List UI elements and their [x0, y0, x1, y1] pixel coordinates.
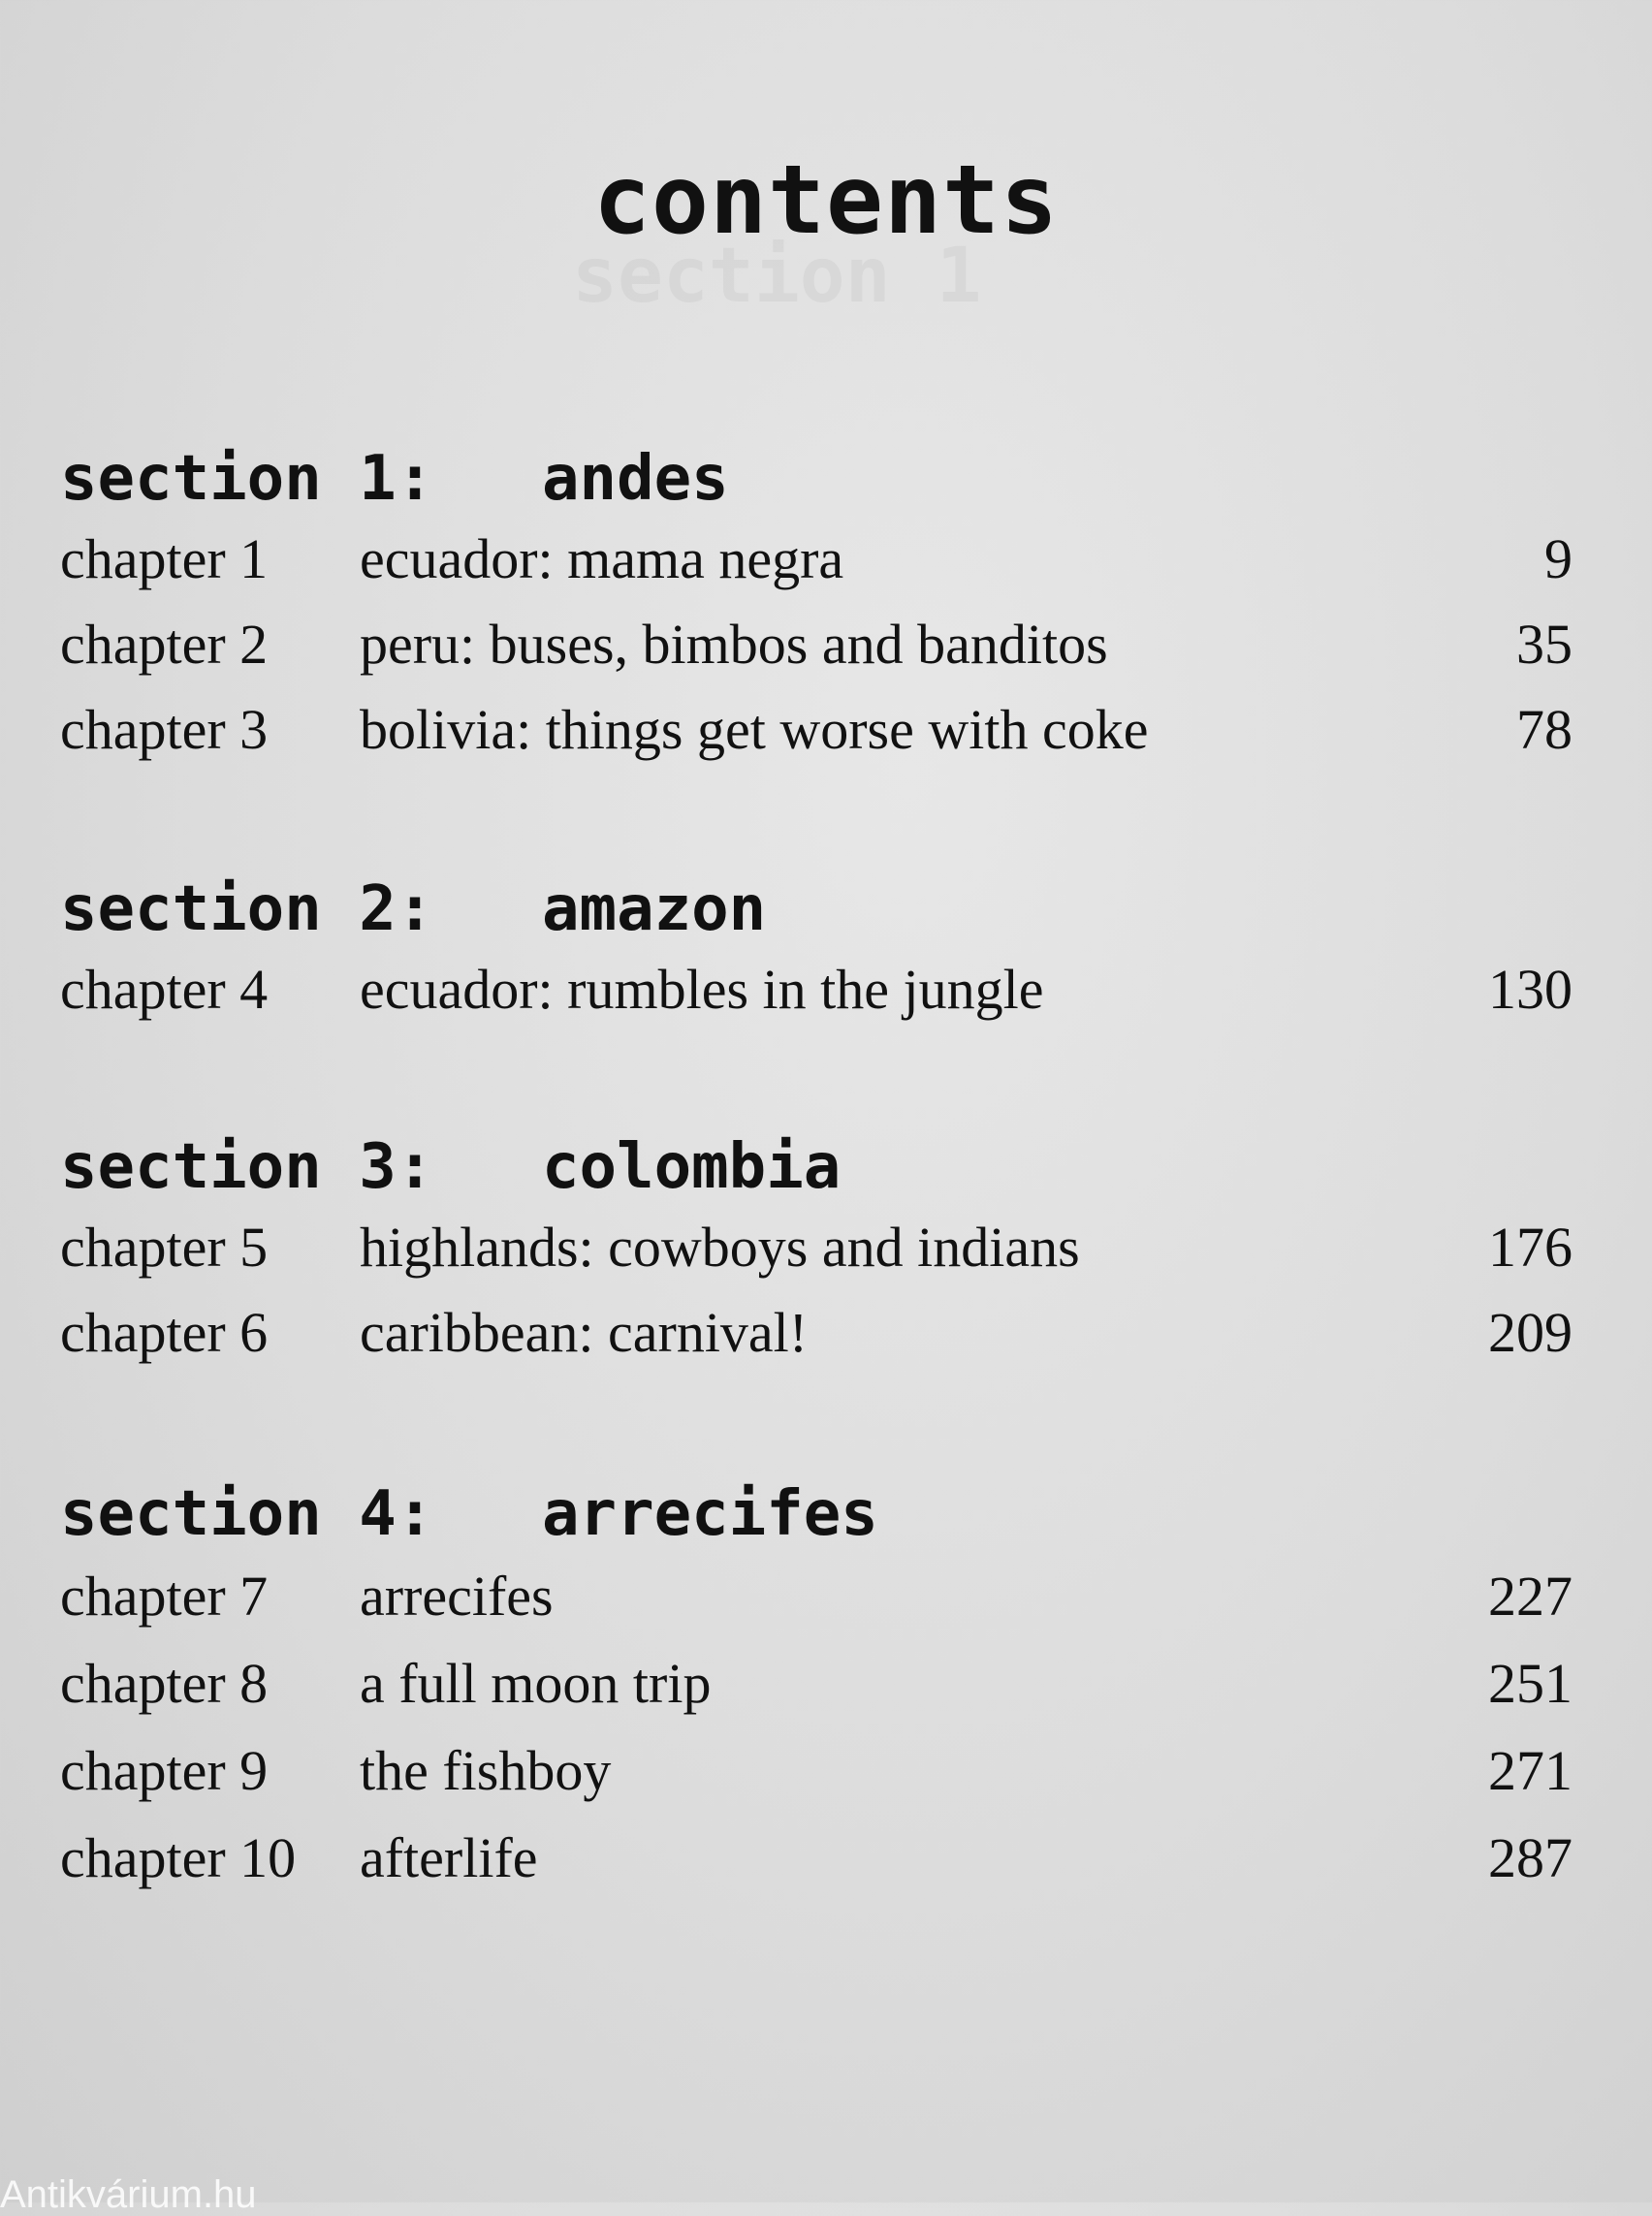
chapter-title: bolivia: things get worse with coke [360, 698, 1149, 761]
section-label: section 1: [60, 443, 434, 515]
chapter-title: the fishboy [360, 1739, 612, 1802]
section-heading-3 [60, 1131, 842, 1203]
chapter-number: chapter 4 [60, 958, 269, 1021]
toc-row[interactable] [60, 1212, 1573, 1283]
chapter-title: ecuador: rumbles in the jungle [360, 958, 1044, 1021]
section-label: section 4: [60, 1478, 434, 1550]
chapter-page: 287 [1488, 1826, 1573, 1889]
section-name: arrecifes [542, 1478, 878, 1550]
chapter-page: 271 [1488, 1739, 1573, 1802]
section-label: section 3: [60, 1131, 434, 1203]
chapter-page: 35 [1516, 613, 1573, 676]
chapter-number: chapter 7 [60, 1565, 269, 1628]
chapter-page: 9 [1544, 527, 1573, 590]
chapter-title: caribbean: carnival! [360, 1301, 809, 1364]
watermark: Antikvárium.hu [0, 2173, 257, 2216]
chapter-page: 227 [1488, 1565, 1573, 1628]
page-title: contents [592, 145, 1059, 256]
chapter-number: chapter 2 [60, 613, 269, 676]
section-heading-4 [60, 1478, 878, 1550]
toc-row[interactable] [60, 1735, 1573, 1807]
toc-row[interactable] [60, 1561, 1573, 1632]
section-heading-1 [60, 443, 729, 515]
chapter-number: chapter 6 [60, 1301, 269, 1364]
chapter-number: chapter 3 [60, 698, 269, 761]
chapter-title: peru: buses, bimbos and banditos [360, 613, 1108, 676]
chapter-title: highlands: cowboys and indians [360, 1216, 1080, 1279]
toc-row[interactable] [60, 609, 1573, 681]
chapter-page: 78 [1516, 698, 1573, 761]
chapter-page: 176 [1488, 1216, 1573, 1279]
toc-row[interactable] [60, 1297, 1573, 1369]
chapter-page: 130 [1488, 958, 1573, 1021]
toc-row[interactable] [60, 523, 1573, 595]
toc-row[interactable] [60, 694, 1573, 766]
section-name: andes [542, 443, 729, 515]
section-heading-2 [60, 873, 767, 945]
section-name: amazon [542, 873, 767, 945]
toc-row[interactable] [60, 954, 1573, 1026]
section-name: colombia [542, 1131, 842, 1203]
chapter-title: arrecifes [360, 1565, 554, 1628]
chapter-number: chapter 1 [60, 527, 269, 590]
toc-row[interactable] [60, 1648, 1573, 1720]
chapter-number: chapter 5 [60, 1216, 269, 1279]
chapter-number: chapter 8 [60, 1652, 269, 1715]
chapter-title: a full moon trip [360, 1652, 712, 1715]
chapter-title: afterlife [360, 1826, 538, 1889]
chapter-number: chapter 10 [60, 1826, 297, 1889]
chapter-page: 209 [1488, 1301, 1573, 1364]
section-label: section 2: [60, 873, 434, 945]
chapter-number: chapter 9 [60, 1739, 269, 1802]
chapter-title: ecuador: mama negra [360, 527, 844, 590]
chapter-page: 251 [1488, 1652, 1573, 1715]
toc-row[interactable] [60, 1822, 1573, 1894]
